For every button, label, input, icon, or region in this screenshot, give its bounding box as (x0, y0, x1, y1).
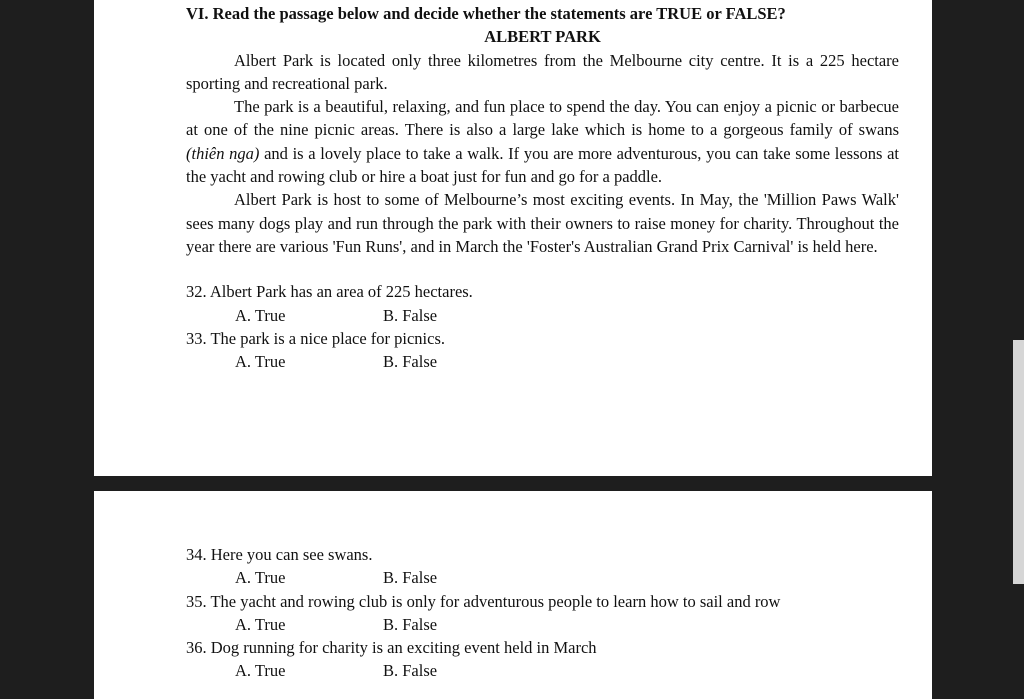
option-true: A. True (235, 305, 286, 325)
option-true: A. True (235, 614, 286, 634)
paragraph-2-italic-gloss: (thiên nga) (186, 143, 260, 163)
section-heading: VI. Read the passage below and decide whether the statements are TRUE or FALSE? (186, 4, 786, 23)
question-32-options (186, 304, 899, 327)
scrollbar-thumb[interactable] (1013, 340, 1024, 584)
question-36: 36. Dog running for charity is an exciting event held in March (186, 638, 597, 658)
question-35-options (186, 613, 899, 636)
question-36-options (186, 659, 899, 682)
option-false: B. False (383, 352, 438, 372)
page-2-content (186, 543, 899, 683)
option-false: B. False (383, 614, 438, 634)
option-true: A. True (235, 568, 286, 588)
option-true: A. True (235, 352, 286, 372)
passage-paragraph-3: Albert Park is host to some of Melbourne’s most exciting events. In May, the 'Million Paws Walk' sees many dogs play and run through the park with their owners to raise money for charity. Throughout the year there are various 'Fun Runs', and in March the 'Foster's Australian Grand Prix Carnival' is held here. (186, 190, 899, 256)
question-35: 35. The yacht and rowing club is only for adventurous people to learn how to sail and row (186, 591, 781, 611)
question-33: 33. The park is a nice place for picnics. (186, 328, 446, 348)
option-false: B. False (383, 661, 438, 681)
paragraph-2-text-end: and is a lovely place to take a walk. If you are more adventurous, you can take some lessons at the yacht and rowing club or hire a boat just for fun and go for a paddle. (186, 143, 899, 187)
question-32: 32. Albert Park has an area of 225 hectares. (186, 282, 473, 302)
question-34: 34. Here you can see swans. (186, 545, 373, 564)
document-page-2 (94, 491, 932, 699)
page-1-content (186, 2, 899, 373)
passage-paragraph-1: Albert Park is located only three kilometres from the Melbourne city centre. It is a 225 hectare sporting and recreational park. (186, 50, 899, 93)
option-false: B. False (383, 568, 438, 588)
option-true: A. True (235, 661, 286, 681)
paragraph-2-text-start: The park is a beautiful, relaxing, and fun place to spend the day. You can enjoy a picnic or barbecue at one of the nine picnic areas. There is also a large lake which is home to a gorgeous family of swans (186, 97, 899, 140)
question-33-options (186, 350, 899, 373)
passage-paragraph-2 (186, 95, 899, 188)
document-page-1 (94, 0, 932, 476)
passage-title: ALBERT PARK (484, 27, 601, 47)
question-34-options (186, 566, 899, 589)
option-false: B. False (383, 305, 438, 325)
